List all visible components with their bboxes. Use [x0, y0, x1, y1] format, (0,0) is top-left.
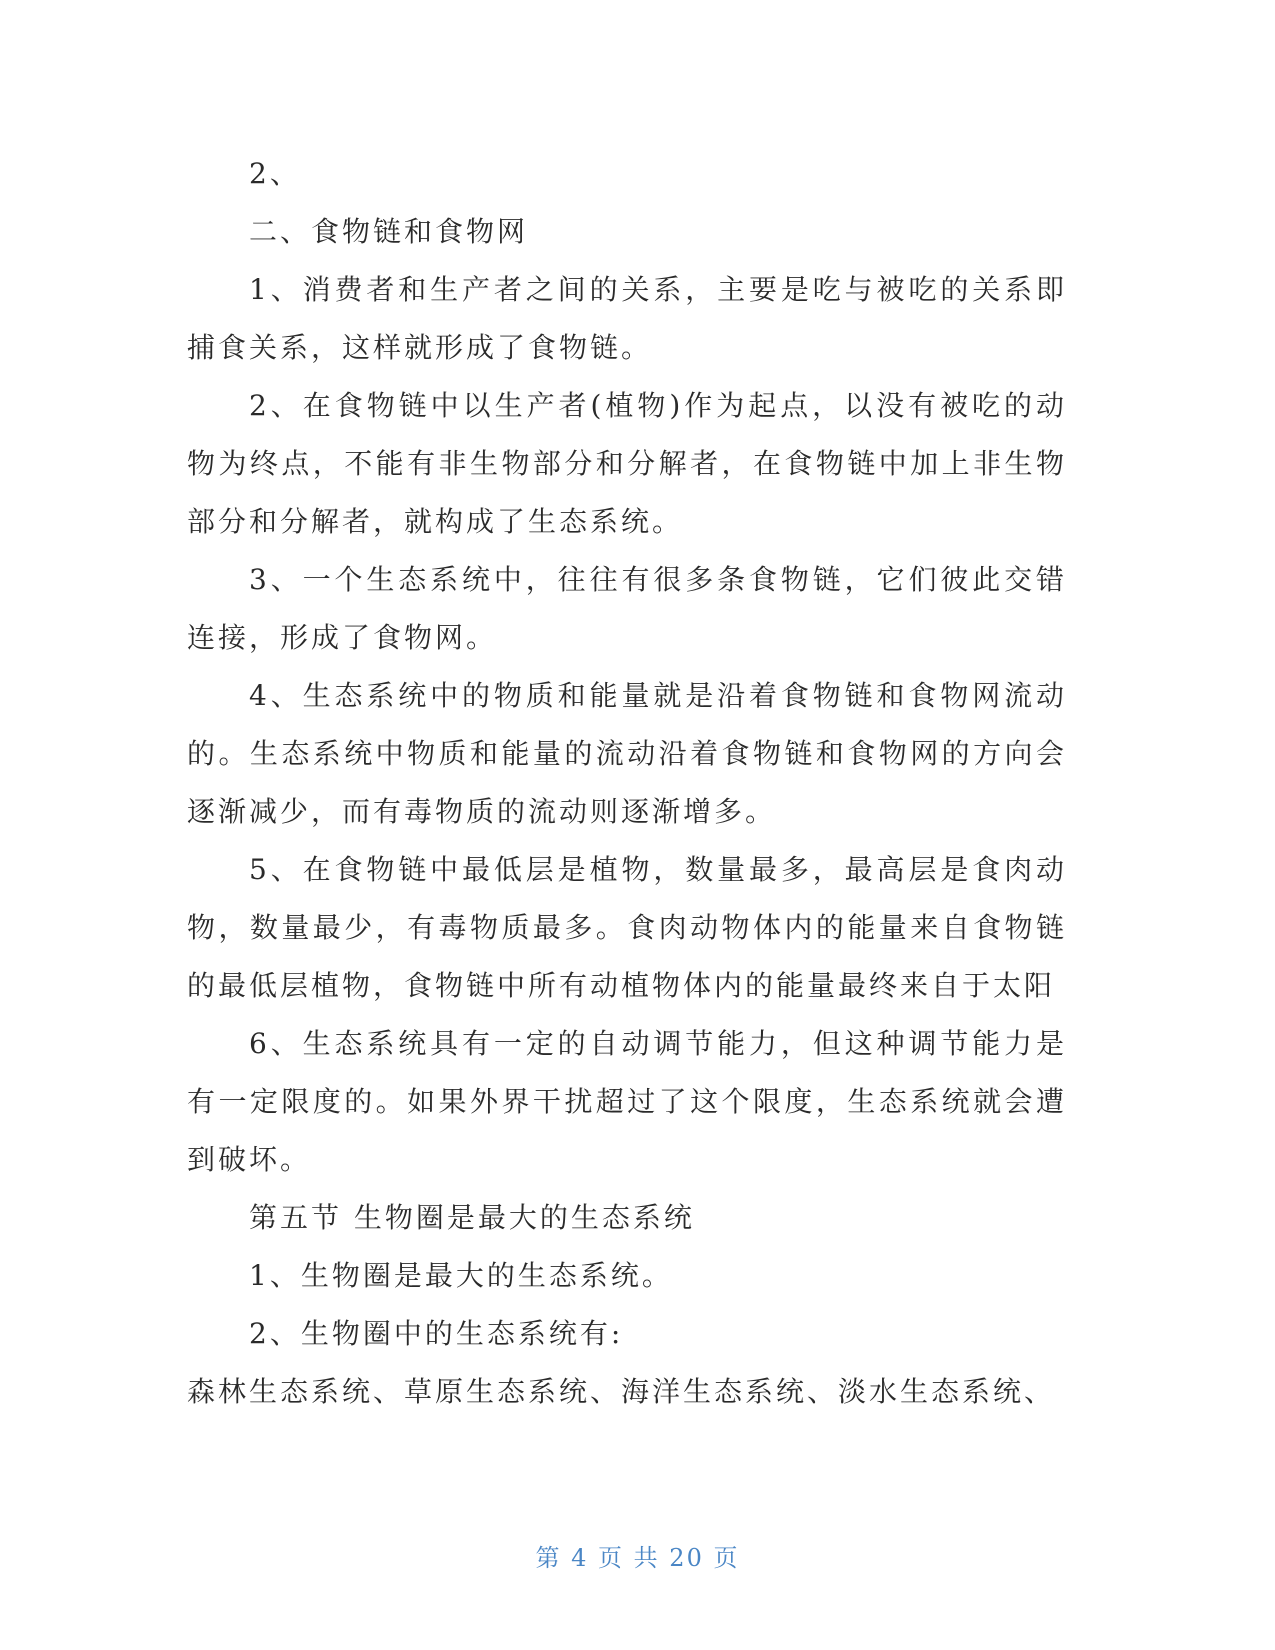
paragraph-food-chain-5: 5、在食物链中最低层是植物，数量最多，最高层是食肉动物，数量最少，有毒物质最多。食肉动物体内的能量来自食物链的最低层植物，食物链中所有动植物体内的能量最终来自于太阳	[187, 853, 1067, 1002]
paragraph-item-number: 2、	[249, 157, 301, 190]
paragraph-biosphere-1: 1、生物圈是最大的生态系统。	[249, 1259, 673, 1292]
page-number-label: 第 4 页 共 20 页	[535, 1544, 740, 1572]
paragraph-ecosystem-list: 森林生态系统、草原生态系统、海洋生态系统、淡水生态系统、	[187, 1375, 1056, 1408]
page-footer	[0, 1538, 1275, 1573]
paragraph-food-chain-4: 4、生态系统中的物质和能量就是沿着食物链和食物网流动的。生态系统中物质和能量的流动沿着食物链和食物网的方向会逐渐减少，而有毒物质的流动则逐渐增多。	[187, 679, 1067, 828]
paragraph-food-chain-6: 6、生态系统具有一定的自动调节能力，但这种调节能力是有一定限度的。如果外界干扰超过了这个限度，生态系统就会遭到破坏。	[187, 1027, 1067, 1176]
section-heading-biosphere: 第五节 生物圈是最大的生态系统	[249, 1201, 695, 1234]
paragraph-food-chain-1: 1、消费者和生产者之间的关系，主要是吃与被吃的关系即捕食关系，这样就形成了食物链。	[187, 273, 1067, 364]
document-body	[187, 145, 1067, 1421]
paragraph-biosphere-2: 2、生物圈中的生态系统有:	[249, 1317, 624, 1350]
paragraph-food-chain-2: 2、在食物链中以生产者(植物)作为起点，以没有被吃的动物为终点，不能有非生物部分和分解者，在食物链中加上非生物部分和分解者，就构成了生态系统。	[187, 389, 1067, 538]
section-heading-food-chain: 二、食物链和食物网	[249, 215, 529, 248]
paragraph-food-chain-3: 3、一个生态系统中，往往有很多条食物链，它们彼此交错连接，形成了食物网。	[187, 563, 1067, 654]
